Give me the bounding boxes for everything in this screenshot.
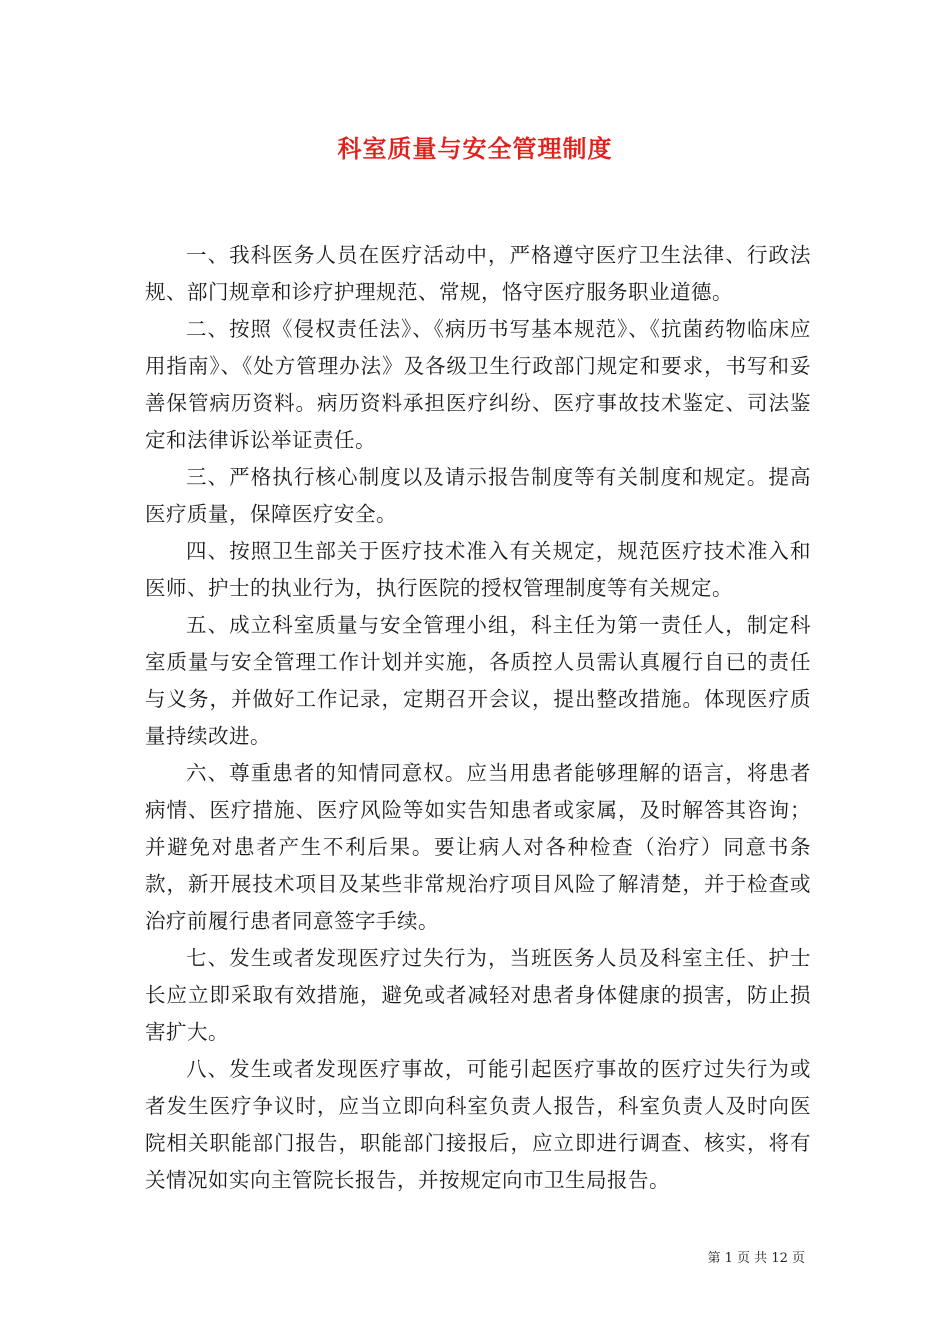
paragraph-3: 三、严格执行核心制度以及请示报告制度等有关制度和规定。提高医疗质量，保障医疗安全。 xyxy=(145,465,811,526)
paragraph-4: 四、按照卫生部关于医疗技术准入有关规定，规范医疗技术准入和医师、护士的执业行为，执行医院的授权管理制度等有关规定。 xyxy=(145,539,811,600)
document-body xyxy=(145,237,811,1199)
paragraph-5: 五、成立科室质量与安全管理小组，科主任为第一责任人，制定科室质量与安全管理工作计划并实施，各质控人员需认真履行自已的责任与义务，并做好工作记录，定期召开会议，提出整改措施。体现医疗质量持续改进。 xyxy=(145,613,811,748)
paragraph-8: 八、发生或者发现医疗事故，可能引起医疗事故的医疗过失行为或者发生医疗争议时，应当立即向科室负责人报告，科室负责人及时向医院相关职能部门报告，职能部门接报后，应立即进行调查、核实，将有关情况如实向主管院长报告，并按规定向市卫生局报告。 xyxy=(145,1057,811,1192)
paragraph-1: 一、我科医务人员在医疗活动中，严格遵守医疗卫生法律、行政法规、部门规章和诊疗护理规范、常规，恪守医疗服务职业道德。 xyxy=(145,243,811,304)
paragraph-6: 六、尊重患者的知情同意权。应当用患者能够理解的语言，将患者病情、医疗措施、医疗风险等如实告知患者或家属，及时解答其咨询；并避免对患者产生不利后果。要让病人对各种检查（治疗）同意书条款，新开展技术项目及某些非常规治疗项目风险了解清楚，并于检查或治疗前履行患者同意签字手续。 xyxy=(145,761,811,933)
paragraph-7: 七、发生或者发现医疗过失行为，当班医务人员及科室主任、护士长应立即采取有效措施，避免或者减轻对患者身体健康的损害，防止损害扩大。 xyxy=(145,946,811,1044)
paragraph-2: 二、按照《侵权责任法》、《病历书写基本规范》、《抗菌药物临床应用指南》、《处方管理办法》及各级卫生行政部门规定和要求，书写和妥善保管病历资料。病历资料承担医疗纠纷、医疗事故技术鉴定、司法鉴定和法律诉讼举证责任。 xyxy=(145,317,811,452)
page-number-footer: 第 1 页 共 12 页 xyxy=(707,1251,805,1266)
document-title: 科室质量与安全管理制度 xyxy=(337,134,613,163)
